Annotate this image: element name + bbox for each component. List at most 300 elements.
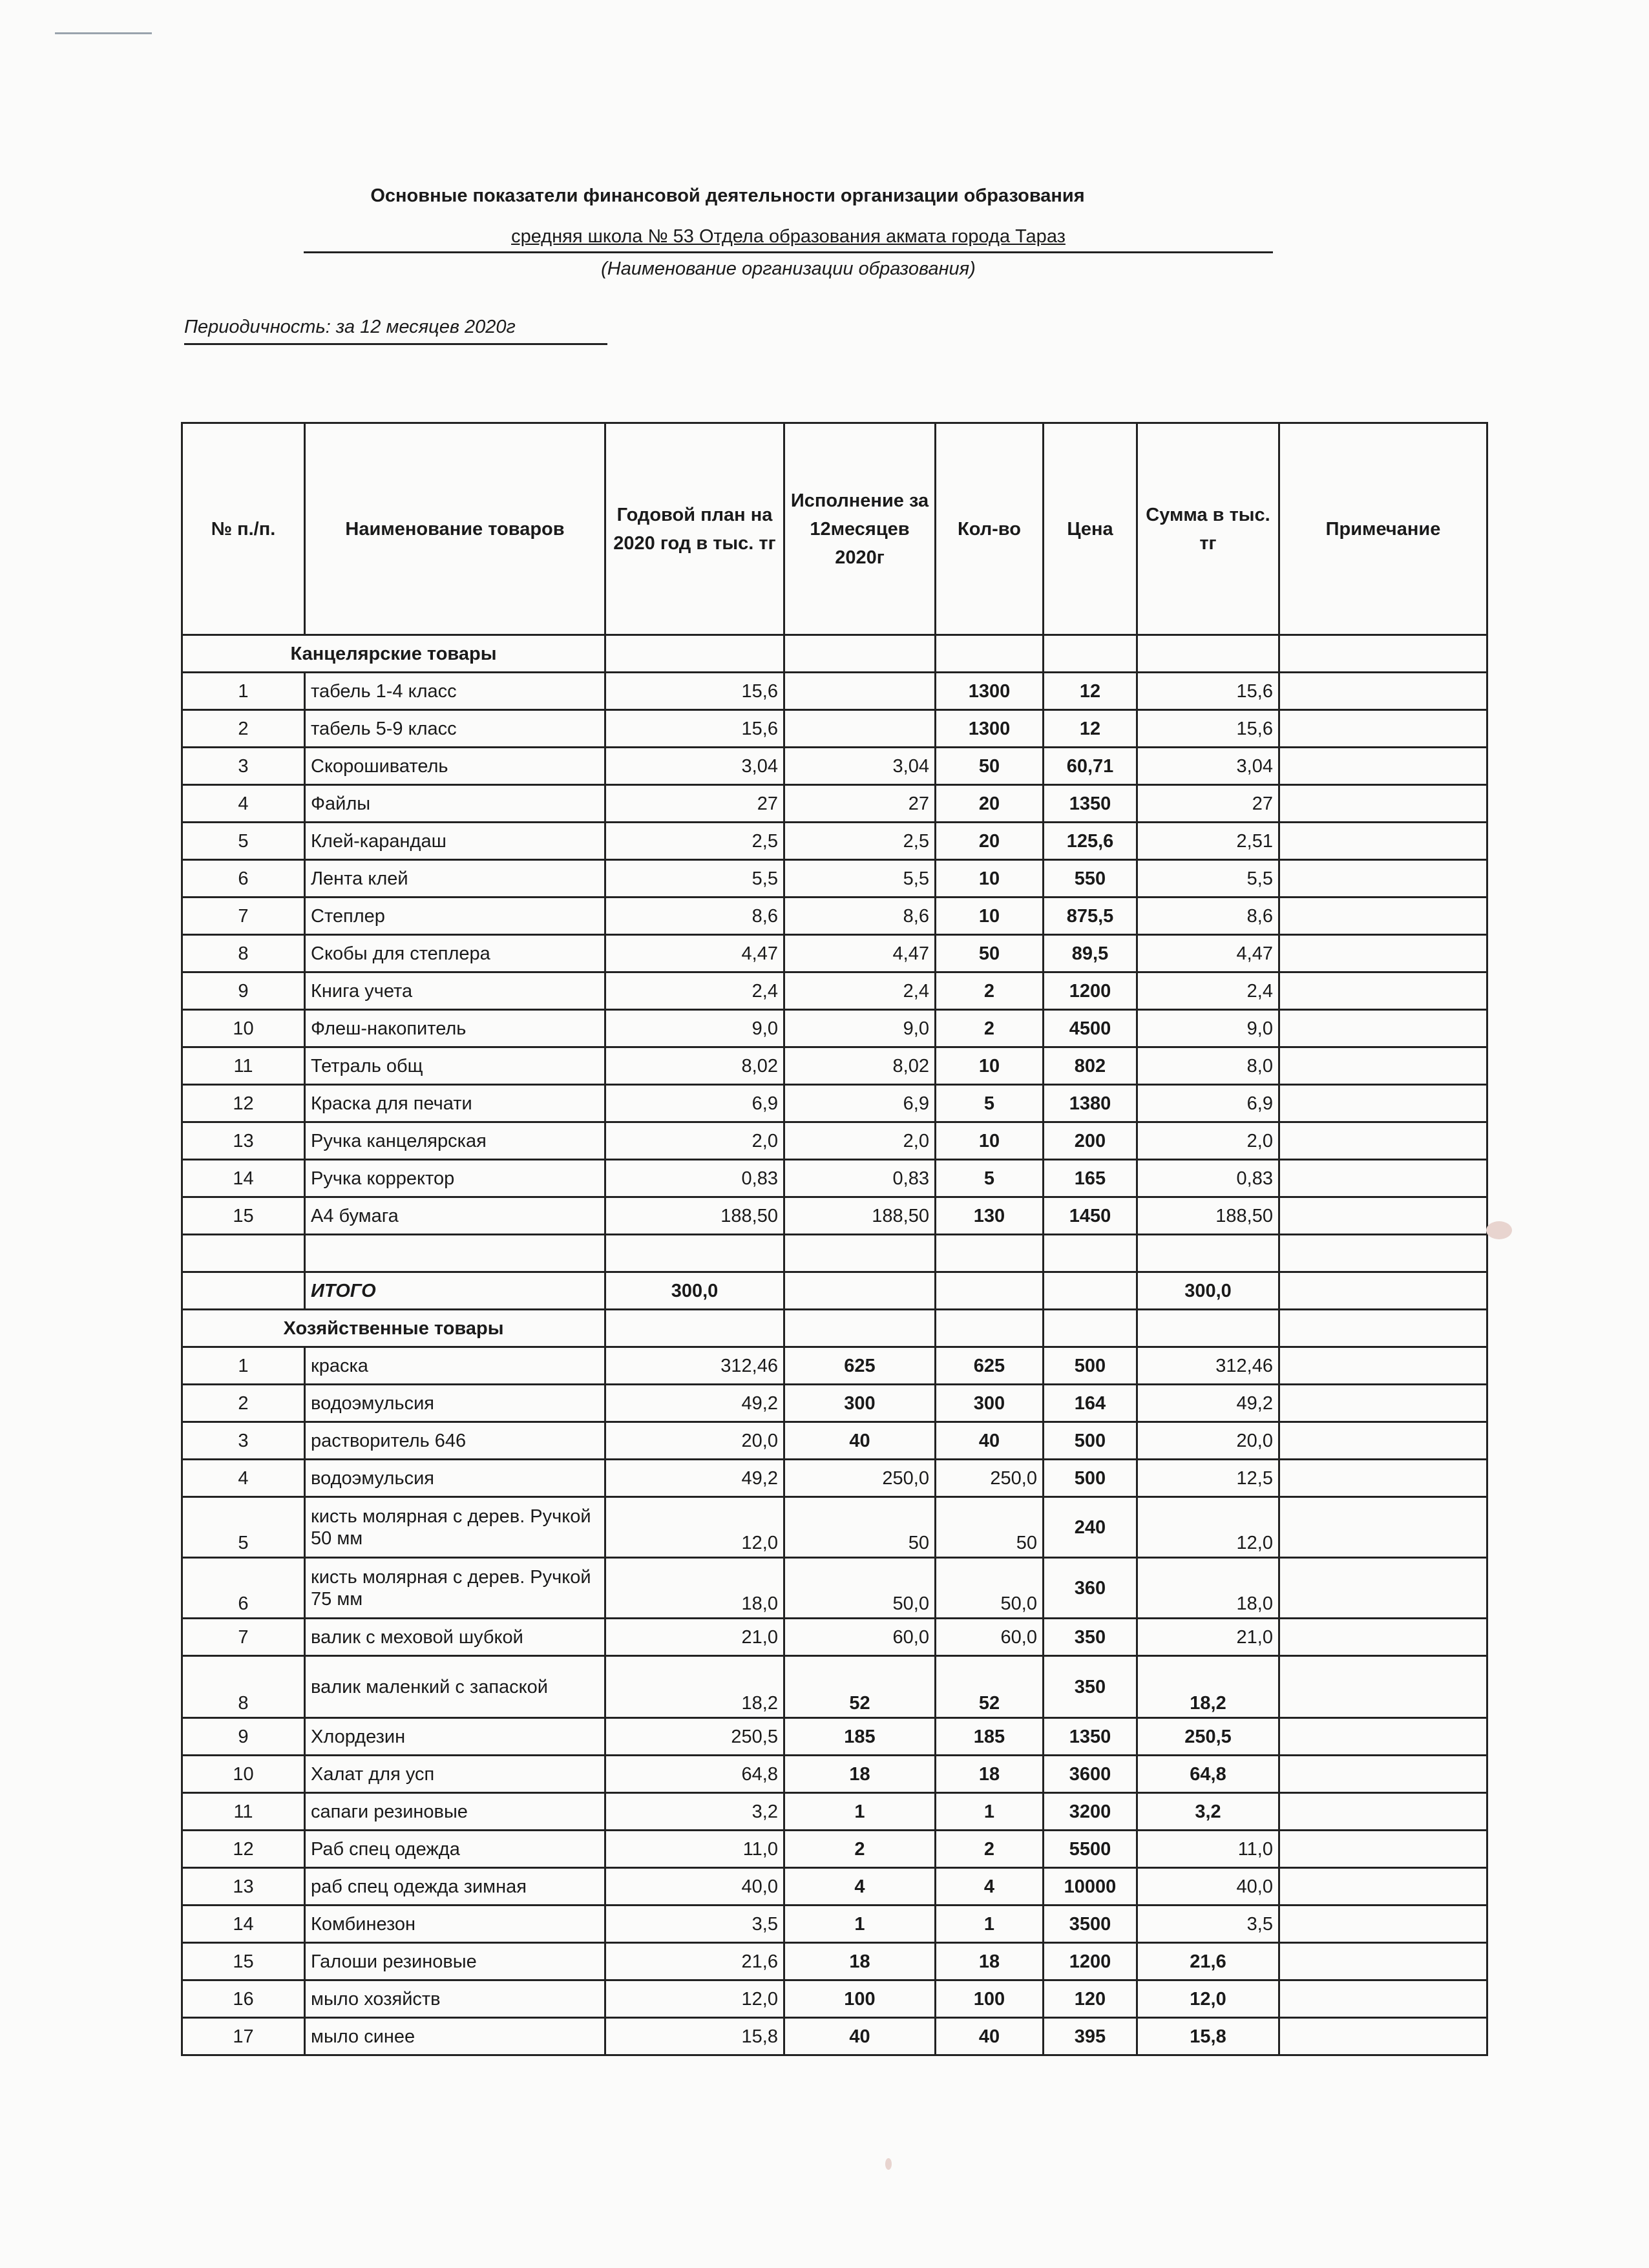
row-sum: 21,6 <box>1137 1943 1279 1980</box>
row-price: 164 <box>1044 1385 1137 1422</box>
row-qty: 50,0 <box>936 1558 1044 1619</box>
row-plan: 15,6 <box>605 710 784 748</box>
row-note <box>1279 823 1487 860</box>
row-qty: 18 <box>936 1756 1044 1793</box>
blank-cell <box>305 1235 605 1272</box>
row-plan: 18,2 <box>605 1656 784 1718</box>
row-note <box>1279 1047 1487 1085</box>
row-name: табель 1-4 класс <box>305 673 605 710</box>
row-num: 9 <box>182 1718 305 1756</box>
row-name: кисть молярная с дерев. Ручкой 50 мм <box>305 1497 605 1558</box>
blank-cell <box>605 1310 784 1347</box>
row-exec: 1 <box>784 1906 936 1943</box>
row-price: 3600 <box>1044 1756 1137 1793</box>
row-qty: 50 <box>936 935 1044 972</box>
row-sum: 3,5 <box>1137 1906 1279 1943</box>
row-price: 3500 <box>1044 1906 1137 1943</box>
row-num: 12 <box>182 1831 305 1868</box>
table-row <box>182 748 1487 785</box>
row-num: 8 <box>182 935 305 972</box>
row-num: 9 <box>182 972 305 1010</box>
row-exec: 3,04 <box>784 748 936 785</box>
row-note <box>1279 1460 1487 1497</box>
table-row <box>182 1756 1487 1793</box>
row-price: 875,5 <box>1044 898 1137 935</box>
row-name: мыло синее <box>305 2018 605 2055</box>
table-row <box>182 673 1487 710</box>
row-price: 12 <box>1044 710 1137 748</box>
blank-cell <box>1279 1235 1487 1272</box>
row-plan: 3,2 <box>605 1793 784 1831</box>
scan-speck <box>1486 1221 1512 1239</box>
row-qty: 250,0 <box>936 1460 1044 1497</box>
row-exec: 100 <box>784 1980 936 2018</box>
row-note <box>1279 1943 1487 1980</box>
row-sum: 20,0 <box>1137 1422 1279 1460</box>
row-note <box>1279 1718 1487 1756</box>
row-qty: 18 <box>936 1943 1044 1980</box>
row-qty: 40 <box>936 2018 1044 2055</box>
row-name: Скорошиватель <box>305 748 605 785</box>
row-price: 3200 <box>1044 1793 1137 1831</box>
row-qty: 20 <box>936 785 1044 823</box>
table-row <box>182 898 1487 935</box>
row-qty: 1 <box>936 1906 1044 1943</box>
table-row <box>182 1197 1487 1235</box>
row-plan: 20,0 <box>605 1422 784 1460</box>
row-note <box>1279 1122 1487 1160</box>
table-row <box>182 785 1487 823</box>
row-sum: 40,0 <box>1137 1868 1279 1906</box>
row-sum: 8,6 <box>1137 898 1279 935</box>
row-exec: 9,0 <box>784 1010 936 1047</box>
blank-cell <box>1044 1310 1137 1347</box>
row-plan: 4,47 <box>605 935 784 972</box>
row-num: 5 <box>182 823 305 860</box>
row-sum: 2,0 <box>1137 1122 1279 1160</box>
row-sum: 3,04 <box>1137 748 1279 785</box>
row-sum: 12,5 <box>1137 1460 1279 1497</box>
row-name: Книга учета <box>305 972 605 1010</box>
row-qty: 130 <box>936 1197 1044 1235</box>
row-qty: 100 <box>936 1980 1044 2018</box>
row-price: 200 <box>1044 1122 1137 1160</box>
row-name: Лента клей <box>305 860 605 898</box>
row-qty: 52 <box>936 1656 1044 1718</box>
row-plan: 12,0 <box>605 1980 784 2018</box>
row-exec: 1 <box>784 1793 936 1831</box>
row-plan: 188,50 <box>605 1197 784 1235</box>
blank-cell <box>1279 1310 1487 1347</box>
row-num: 5 <box>182 1497 305 1558</box>
total-row <box>182 1272 1487 1310</box>
row-exec: 18 <box>784 1943 936 1980</box>
row-num: 1 <box>182 673 305 710</box>
row-price: 500 <box>1044 1422 1137 1460</box>
row-note <box>1279 673 1487 710</box>
row-plan: 0,83 <box>605 1160 784 1197</box>
table-row <box>182 1868 1487 1906</box>
row-exec: 60,0 <box>784 1619 936 1656</box>
col-price: Цена <box>1044 423 1137 635</box>
row-note <box>1279 710 1487 748</box>
row-note <box>1279 1385 1487 1422</box>
row-name: Галоши резиновые <box>305 1943 605 1980</box>
row-plan: 15,6 <box>605 673 784 710</box>
row-note <box>1279 1868 1487 1906</box>
row-name: валик маленкий с запаской <box>305 1656 605 1718</box>
table-row <box>182 1047 1487 1085</box>
row-num: 11 <box>182 1047 305 1085</box>
row-note <box>1279 1197 1487 1235</box>
row-sum: 21,0 <box>1137 1619 1279 1656</box>
row-sum: 64,8 <box>1137 1756 1279 1793</box>
table-row <box>182 1085 1487 1122</box>
row-qty: 2 <box>936 972 1044 1010</box>
row-qty: 10 <box>936 898 1044 935</box>
row-num: 13 <box>182 1868 305 1906</box>
row-qty: 625 <box>936 1347 1044 1385</box>
blank-cell <box>182 1235 305 1272</box>
row-exec: 2 <box>784 1831 936 1868</box>
row-num: 4 <box>182 1460 305 1497</box>
row-name: Степлер <box>305 898 605 935</box>
row-plan: 2,4 <box>605 972 784 1010</box>
row-price: 395 <box>1044 2018 1137 2055</box>
row-note <box>1279 1422 1487 1460</box>
total-label: ИТОГО <box>305 1272 605 1310</box>
row-name: Краска для печати <box>305 1085 605 1122</box>
row-sum: 9,0 <box>1137 1010 1279 1047</box>
col-name: Наименование товаров <box>305 423 605 635</box>
row-name: Клей-карандаш <box>305 823 605 860</box>
row-num: 10 <box>182 1756 305 1793</box>
row-num: 7 <box>182 898 305 935</box>
row-price: 360 <box>1044 1558 1137 1619</box>
row-note <box>1279 972 1487 1010</box>
row-qty: 20 <box>936 823 1044 860</box>
row-sum: 312,46 <box>1137 1347 1279 1385</box>
row-name: А4 бумага <box>305 1197 605 1235</box>
row-price: 350 <box>1044 1656 1137 1718</box>
row-note <box>1279 1831 1487 1868</box>
row-qty: 5 <box>936 1160 1044 1197</box>
scan-mark <box>55 32 152 34</box>
row-price: 350 <box>1044 1619 1137 1656</box>
row-note <box>1279 1160 1487 1197</box>
total-qty <box>936 1272 1044 1310</box>
row-price: 89,5 <box>1044 935 1137 972</box>
row-qty: 185 <box>936 1718 1044 1756</box>
table-row <box>182 1943 1487 1980</box>
row-plan: 64,8 <box>605 1756 784 1793</box>
organization-name: средняя школа № 53 Отдела образования акмата города Тараз <box>511 226 1066 247</box>
row-qty: 40 <box>936 1422 1044 1460</box>
row-plan: 250,5 <box>605 1718 784 1756</box>
row-note <box>1279 1980 1487 2018</box>
total-sum: 300,0 <box>1137 1272 1279 1310</box>
row-exec: 50 <box>784 1497 936 1558</box>
scan-speck <box>885 2158 892 2170</box>
row-num: 12 <box>182 1085 305 1122</box>
row-note <box>1279 1656 1487 1718</box>
table-row <box>182 1558 1487 1619</box>
table-row <box>182 860 1487 898</box>
row-price: 12 <box>1044 673 1137 710</box>
table-row <box>182 1385 1487 1422</box>
row-note <box>1279 898 1487 935</box>
row-note <box>1279 1497 1487 1558</box>
row-name: Флеш-накопитель <box>305 1010 605 1047</box>
table-row <box>182 1718 1487 1756</box>
organization-line <box>304 226 1273 253</box>
row-sum: 11,0 <box>1137 1831 1279 1868</box>
table-row <box>182 1422 1487 1460</box>
row-plan: 18,0 <box>605 1558 784 1619</box>
row-num: 7 <box>182 1619 305 1656</box>
row-price: 1200 <box>1044 1943 1137 1980</box>
table-row <box>182 1793 1487 1831</box>
total-num <box>182 1272 305 1310</box>
row-exec: 40 <box>784 2018 936 2055</box>
row-note <box>1279 1347 1487 1385</box>
row-name: Файлы <box>305 785 605 823</box>
row-exec: 50,0 <box>784 1558 936 1619</box>
row-plan: 21,6 <box>605 1943 784 1980</box>
row-exec: 18 <box>784 1756 936 1793</box>
row-price: 60,71 <box>1044 748 1137 785</box>
row-num: 17 <box>182 2018 305 2055</box>
row-sum: 15,8 <box>1137 2018 1279 2055</box>
row-num: 8 <box>182 1656 305 1718</box>
row-name: Ручка канцелярская <box>305 1122 605 1160</box>
row-plan: 2,0 <box>605 1122 784 1160</box>
row-num: 14 <box>182 1906 305 1943</box>
row-exec: 4,47 <box>784 935 936 972</box>
row-note <box>1279 1756 1487 1793</box>
row-exec: 4 <box>784 1868 936 1906</box>
row-note <box>1279 1793 1487 1831</box>
row-exec <box>784 673 936 710</box>
row-note <box>1279 860 1487 898</box>
table-row <box>182 1010 1487 1047</box>
row-exec: 6,9 <box>784 1085 936 1122</box>
row-qty: 10 <box>936 1047 1044 1085</box>
document-title: Основные показатели финансовой деятельности организации образования <box>370 185 1085 206</box>
row-plan: 15,8 <box>605 2018 784 2055</box>
row-sum: 8,0 <box>1137 1047 1279 1085</box>
row-price: 1350 <box>1044 1718 1137 1756</box>
row-plan: 11,0 <box>605 1831 784 1868</box>
row-qty: 10 <box>936 1122 1044 1160</box>
row-price: 165 <box>1044 1160 1137 1197</box>
row-exec: 2,4 <box>784 972 936 1010</box>
blank-cell <box>1137 1235 1279 1272</box>
table-row <box>182 2018 1487 2055</box>
row-exec: 52 <box>784 1656 936 1718</box>
row-exec: 8,6 <box>784 898 936 935</box>
row-name: табель 5-9 класс <box>305 710 605 748</box>
table-row <box>182 823 1487 860</box>
row-plan: 6,9 <box>605 1085 784 1122</box>
row-qty: 4 <box>936 1868 1044 1906</box>
row-sum: 6,9 <box>1137 1085 1279 1122</box>
row-price: 5500 <box>1044 1831 1137 1868</box>
total-exec <box>784 1272 936 1310</box>
row-price: 550 <box>1044 860 1137 898</box>
row-note <box>1279 2018 1487 2055</box>
row-price: 1350 <box>1044 785 1137 823</box>
row-num: 4 <box>182 785 305 823</box>
row-price: 1380 <box>1044 1085 1137 1122</box>
row-note <box>1279 1010 1487 1047</box>
row-exec: 188,50 <box>784 1197 936 1235</box>
row-note <box>1279 1619 1487 1656</box>
row-qty: 50 <box>936 1497 1044 1558</box>
row-exec: 300 <box>784 1385 936 1422</box>
row-name: Ручка корректор <box>305 1160 605 1197</box>
row-qty: 10 <box>936 860 1044 898</box>
row-price: 500 <box>1044 1347 1137 1385</box>
table-row <box>182 1980 1487 2018</box>
row-note <box>1279 1906 1487 1943</box>
row-sum: 250,5 <box>1137 1718 1279 1756</box>
row-note <box>1279 1558 1487 1619</box>
row-qty: 1 <box>936 1793 1044 1831</box>
organization-caption: (Наименование организации образования) <box>601 258 976 279</box>
col-note: Примечание <box>1279 423 1487 635</box>
row-name: Тетраль общ <box>305 1047 605 1085</box>
row-name: сапаги резиновые <box>305 1793 605 1831</box>
row-num: 1 <box>182 1347 305 1385</box>
blank-cell <box>784 1310 936 1347</box>
total-note <box>1279 1272 1487 1310</box>
row-name: кисть молярная с дерев. Ручкой 75 мм <box>305 1558 605 1619</box>
section-title: Хозяйственные товары <box>182 1310 605 1347</box>
row-qty: 2 <box>936 1010 1044 1047</box>
row-qty: 60,0 <box>936 1619 1044 1656</box>
row-qty: 1300 <box>936 710 1044 748</box>
row-num: 10 <box>182 1010 305 1047</box>
table-row <box>182 1460 1487 1497</box>
row-exec: 2,5 <box>784 823 936 860</box>
row-note <box>1279 785 1487 823</box>
row-sum: 18,2 <box>1137 1656 1279 1718</box>
table-row <box>182 1347 1487 1385</box>
row-num: 6 <box>182 1558 305 1619</box>
row-sum: 0,83 <box>1137 1160 1279 1197</box>
row-price: 802 <box>1044 1047 1137 1085</box>
row-price: 1450 <box>1044 1197 1137 1235</box>
row-sum: 3,2 <box>1137 1793 1279 1831</box>
row-plan: 27 <box>605 785 784 823</box>
row-num: 2 <box>182 710 305 748</box>
row-sum: 27 <box>1137 785 1279 823</box>
row-name: Комбинезон <box>305 1906 605 1943</box>
row-num: 3 <box>182 748 305 785</box>
blank-cell <box>1044 1235 1137 1272</box>
row-plan: 5,5 <box>605 860 784 898</box>
row-sum: 12,0 <box>1137 1980 1279 2018</box>
row-note <box>1279 935 1487 972</box>
row-sum: 12,0 <box>1137 1497 1279 1558</box>
row-plan: 40,0 <box>605 1868 784 1906</box>
table-row <box>182 1497 1487 1558</box>
row-num: 6 <box>182 860 305 898</box>
row-exec: 250,0 <box>784 1460 936 1497</box>
spacer-row <box>182 1235 1487 1272</box>
row-exec: 2,0 <box>784 1122 936 1160</box>
row-exec: 185 <box>784 1718 936 1756</box>
row-name: водоэмульсия <box>305 1385 605 1422</box>
total-plan: 300,0 <box>605 1272 784 1310</box>
row-price: 240 <box>1044 1497 1137 1558</box>
blank-cell <box>605 1235 784 1272</box>
row-exec: 5,5 <box>784 860 936 898</box>
blank-cell <box>784 1235 936 1272</box>
table-row <box>182 972 1487 1010</box>
row-num: 13 <box>182 1122 305 1160</box>
row-qty: 50 <box>936 748 1044 785</box>
finance-table <box>181 422 1488 2056</box>
row-num: 11 <box>182 1793 305 1831</box>
row-price: 125,6 <box>1044 823 1137 860</box>
row-plan: 21,0 <box>605 1619 784 1656</box>
section-row <box>182 1310 1487 1347</box>
row-qty: 2 <box>936 1831 1044 1868</box>
row-sum: 2,4 <box>1137 972 1279 1010</box>
total-price <box>1044 1272 1137 1310</box>
row-name: раб спец одежда зимная <box>305 1868 605 1906</box>
row-plan: 49,2 <box>605 1460 784 1497</box>
row-num: 15 <box>182 1943 305 1980</box>
row-qty: 5 <box>936 1085 1044 1122</box>
table-row <box>182 935 1487 972</box>
row-plan: 9,0 <box>605 1010 784 1047</box>
header-row <box>182 423 1487 635</box>
section-row <box>182 635 1487 673</box>
row-num: 2 <box>182 1385 305 1422</box>
table-row <box>182 1906 1487 1943</box>
row-exec: 0,83 <box>784 1160 936 1197</box>
row-price: 120 <box>1044 1980 1137 2018</box>
row-name: водоэмульсия <box>305 1460 605 1497</box>
row-name: мыло хозяйств <box>305 1980 605 2018</box>
col-plan: Годовой план на 2020 год в тыс. тг <box>605 423 784 635</box>
row-num: 14 <box>182 1160 305 1197</box>
row-name: краска <box>305 1347 605 1385</box>
row-num: 16 <box>182 1980 305 2018</box>
section-title: Канцелярские товары <box>182 635 605 673</box>
table-row <box>182 1619 1487 1656</box>
col-qty: Кол-во <box>936 423 1044 635</box>
row-qty: 1300 <box>936 673 1044 710</box>
row-name: Хлордезин <box>305 1718 605 1756</box>
row-plan: 12,0 <box>605 1497 784 1558</box>
row-name: Скобы для степлера <box>305 935 605 972</box>
row-plan: 8,02 <box>605 1047 784 1085</box>
row-name: Раб спец одежда <box>305 1831 605 1868</box>
row-plan: 3,04 <box>605 748 784 785</box>
table-row <box>182 1656 1487 1718</box>
row-sum: 15,6 <box>1137 673 1279 710</box>
row-exec: 8,02 <box>784 1047 936 1085</box>
blank-cell <box>1137 1310 1279 1347</box>
row-price: 1200 <box>1044 972 1137 1010</box>
row-sum: 15,6 <box>1137 710 1279 748</box>
row-plan: 3,5 <box>605 1906 784 1943</box>
row-plan: 312,46 <box>605 1347 784 1385</box>
